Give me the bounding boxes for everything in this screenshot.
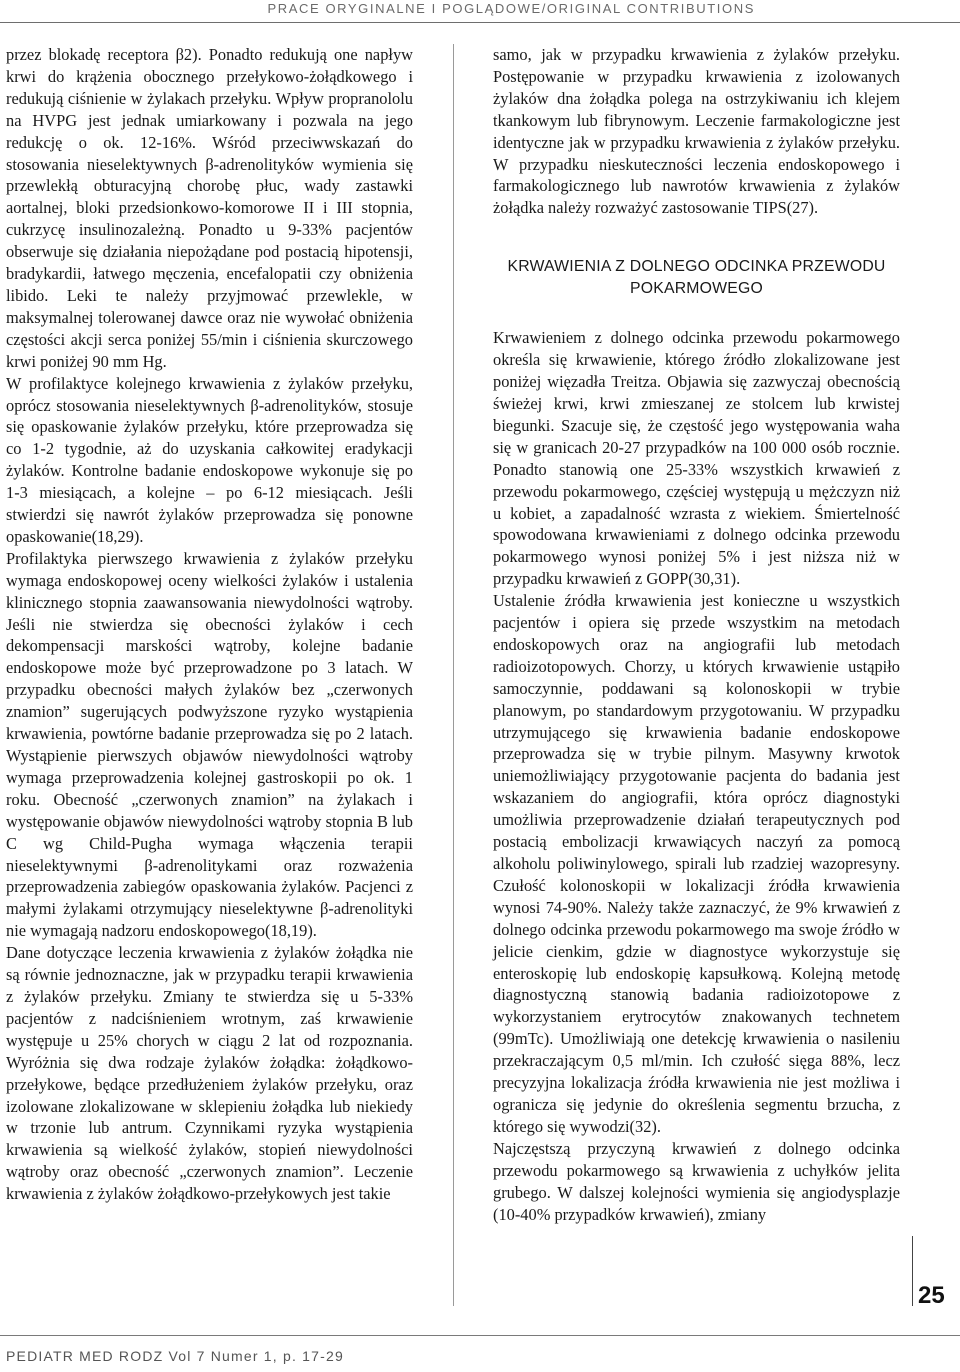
body-paragraph: Najczęstszą przyczyną krwawień z dolnego odcinka przewodu pokarmowego są krwawienia z uchyłków jelita grubego. W dalszej kolejności wymienia się angiodysplazje (10-40% przypadków krwawień), zmiany <box>493 1138 900 1224</box>
footer-citation: PEDIATR MED RODZ Vol 7 Numer 1, p. 17-29 <box>6 1348 344 1364</box>
body-paragraph: W profilaktyce kolejnego krwawienia z żylaków przełyku, oprócz stosowania nieselektywnych β-adrenolityków, stosuje się opaskowanie żylaków przełyku, które przeprowadza się co 1-2 tygodnie, aż do uzyskania całkowitej eradykacji żylaków. Kontrolne badanie endoskopowe wykonuje się po 1-3 miesiącach, a kolejne – po 6-12 miesiącach. Jeśli stwierdzi się nawrót żylaków przeprowadza się ponowne opaskowanie(18,29). <box>6 373 413 546</box>
body-paragraph: przez blokadę receptora β2). Ponadto redukują one napływ krwi do krążenia obocznego przełykowo-żołądkowego i redukują ciśnienie w żylakach przełyku. Wpływ propranololu na HVPG jest jednak umiarkowany i pozwala na jego redukcję o ok. 12-16%. Wśród przeciwwskazań do stosowania nieselektywnych β-adrenolityków wymienia się przewlekłą obturacyjną chorobę płuc, wady zastawki aortalnej, bloki przedsionkowo-komorowe II i III stopnia, cukrzycę insulinozależną. Ponadto u 9-33% pacjentów obserwuje się działania niepożądane pod postacią hipotensji, bradykardii, łatwego męczenia, encefalopatii czy obniżenia libido. Leki te należy przyjmować przewlekle, w maksymalnej tolerowanej dawce oraz nie wywołać obniżenia częstości akcji serca poniżej 55/min i ciśnienia skurczowego krwi poniżej 90 mm Hg. <box>6 45 413 371</box>
header-title: PRACE ORYGINALNE I POGLĄDOWE/ORIGINAL CONTRIBUTIONS <box>267 1 755 16</box>
body-paragraph: Dane dotyczące leczenia krwawienia z żylaków żołądka nie są równie jednoznaczne, jak w przypadku terapii krwawienia z żylaków przełyku. Zmiany te stwierdza się u 5-33% pacjentów z nadciśnieniem wrotnym, zaś krwawienie występuje u 25% chorych w ciągu 2 lat od rozpoznania. Wyróżnia się dwa rodzaje żylaków żołądka: żołądkowo-przełykowe, będące przedłużeniem żylaków przełyku, oraz izolowane zlokalizowane w sklepieniu żołądka lub niekiedy w trzonie lub antrum. Czynnikami ryzyka wystąpienia krwawienia są wielkość żylaków, stopień niewydolności wątroby oraz obecność „czerwonych znamion”. Leczenie krwawienia z żylaków żołądkowo-przełykowych jest takie <box>6 943 413 1204</box>
page-number-rule <box>912 1236 913 1306</box>
section-heading: KRWAWIENIA Z DOLNEGO ODCINKA PRZEWODU POKARMOWEGO <box>507 258 886 298</box>
body-paragraph: Krwawieniem z dolnego odcinka przewodu pokarmowego określa się krwawienie, którego źródło zlokalizowane jest poniżej więzadła Treitza. Objawia się zazwyczaj obecnością świeżej krwi, krwi zmieszanej ze stolcem lub krwistej biegunki. Szacuje się, że częstość jego występowania waha się w granicach 20-27 przypadków na 100 000 osób rocznie. Ponadto stanowią one 25-33% wszystkich krwawień z przewodu pokarmowego, częściej występują u mężczyzn niż u kobiet, a zapadalność wzrasta z wiekiem. Śmiertelność spowodowana krwawieniami z dolnego odcinka przewodu pokarmowego wynosi poniżej 5% i jest niższa niż w przypadku krwawień z GOPP(30,31). <box>493 328 900 589</box>
body-paragraph: Ustalenie źródła krwawienia jest konieczne u wszystkich pacjentów i opiera się przede wszystkim na metodach endoskopowych oraz na angiografii lub metodach radioizotopowych. Chorzy, u których krwawienie ustąpiło samoczynnie, poddawani są kolonoskopii w trybie planowym, po standardowym przygotowaniu. W przypadku utrzymującego się krwawienia badanie endoskopowe przeprowadza się w trybie pilnym. Masywny krwotok uniemożliwiający przygotowanie pacjenta do badania jest wskazaniem do angiografii, która oprócz diagnostyki umożliwia przeprowadzenie działań terapeutycznych pod postacią embolizacji krwawiących naczyń za pomocą alkoholu poliwinylowego, spirali lub rzadziej wazopresyny. Czułość kolonoskopii w lokalizacji źródła krwawienia wynosi 74-90%. Należy także zaznaczyć, że 9% krwawień z dolnego odcinka przewodu pokarmowego ma swoje źródło w jelicie cienkim, gdzie w diagnostyce wykorzystuje się enteroskopię lub endoskopię kapsułkową. Kolejną metodę diagnostyczną stanowią badania radioizotopowe z wykorzystaniem erytrocytów znakowanych technetem (99mTc). Umożliwiają one detekcję krwawienia o nasileniu przekraczającym 0,5 ml/min. Ich czułość sięga 88%, lecz precyzyjna lokalizacja źródła krwawienia nie jest możliwa i ogranicza się jedynie do określenia segmentu brzucha, z którego się wywodzi(32). <box>493 591 900 1136</box>
body-paragraph: samo, jak w przypadku krwawienia z żylaków przełyku. Postępowanie w przypadku krwawienia z izolowanych żylaków dna żołądka polega na ostrzykiwaniu ich klejem tkankowym lub fibrynowym. Leczenie farmakologiczne jest identyczne jak w przypadku krwawienia z żylaków przełyku. W przypadku nieskuteczności leczenia endoskopowego i farmakologicznego lub nawrotów krwawienia z żylaków żołądka należy rozważyć zastosowanie TIPS(27). <box>493 45 900 218</box>
footer-rule <box>0 1335 960 1336</box>
left-column <box>6 44 413 1205</box>
page-number: 25 <box>918 1282 945 1309</box>
running-header <box>0 0 960 23</box>
column-divider <box>453 44 454 1306</box>
body-paragraph: Profilaktyka pierwszego krwawienia z żylaków przełyku wymaga endoskopowej oceny wielkości żylaków i ustalenia klinicznego stopnia zaawansowania niewydolności wątroby. Jeśli nie stwierdza się obecności żylaków i cech dekompensacji marskości wątroby, kolejne badanie endoskopowe może być przeprowadzone po 3 latach. W przypadku obecności małych żylaków bez „czerwonych znamion” sugerujących podwyższone ryzyko wystąpienia krwawienia, powtórne badanie przeprowadza się po 2 latach. Wystąpienie pierwszych objawów niewydolności wątroby wymaga przeprowadzenia kolejnej gastroskopii po ok. 1 roku. Obecność „czerwonych znamion” na żylakach i występowanie objawów niewydolności wątroby stopnia B lub C wg Child-Pugha wymaga włączenia terapii nieselektywnymi β-adrenolitykami oraz rozważenia przeprowadzenia zabiegów opaskowania żylaków. Pacjenci z małymi żylakami otrzymujący nieselektywne β-adrenolityki nie wymagają nadzoru endoskopowego(18,19). <box>6 548 413 941</box>
right-column <box>493 44 900 1225</box>
